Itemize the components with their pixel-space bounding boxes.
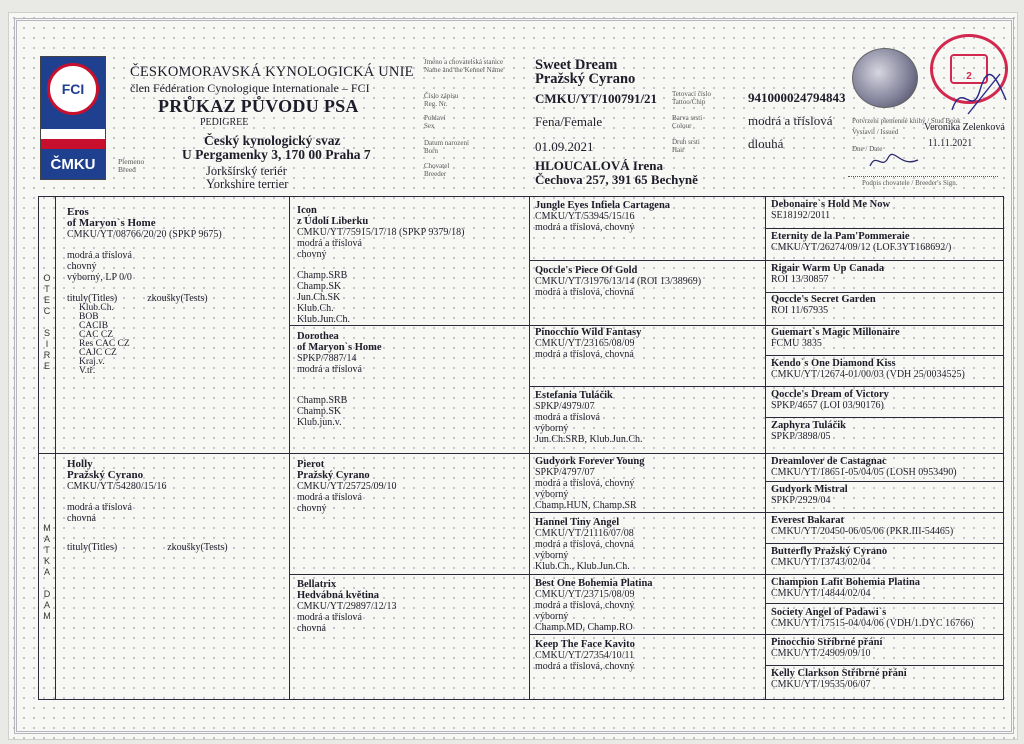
gen2-cell-2: Dorothea of Maryon`s Home SPKP/7887/14 modrá a tříslová Champ.SRB Champ.SK Klub.jun.v. bbox=[297, 331, 525, 449]
gen4-split-1 bbox=[765, 228, 1003, 229]
gen4-cell-9: Dreamlover de Castagnac CMKU/YT/18651-05/04/05 (LOSH 0953490) bbox=[771, 456, 957, 478]
chip-label: Tetovací číslo Tattoo/Chip bbox=[672, 90, 711, 106]
name-label: Jméno a chovatelská stanice Name and the Kennel Name bbox=[424, 58, 504, 74]
gen2-3-reg: CMKU/YT/25725/09/10 bbox=[297, 481, 397, 492]
sire-side-label: O T E C S I R E bbox=[43, 273, 51, 371]
sex-value: Fena/Female bbox=[535, 114, 603, 129]
gen3-cell-3: Pinocchio Wild Fantasy CMKU/YT/23165/08/09 modrá a tříslová, chovná bbox=[535, 327, 642, 360]
gen4-cell-2: Eternity de la Pam'Pommeraie CMKU/YT/26274/09/12 (LOF.3YT168692/) bbox=[771, 231, 952, 253]
dam-name-1: Holly bbox=[67, 459, 93, 470]
fci-emblem bbox=[47, 63, 99, 115]
gen3-cell-4: Estefania Tuláčik SPKP/4979/07 modrá a tříslová výborný Jun.Ch.SRB, Klub.Jun.Ch. bbox=[535, 390, 643, 445]
gen4-cell-4: Qoccle's Secret Garden ROI 11/67935 bbox=[771, 294, 876, 316]
sire-dam-divider bbox=[39, 453, 1003, 454]
cmku-logo-text: ČMKU bbox=[41, 149, 105, 179]
dog-name bbox=[535, 58, 635, 86]
gen3-split-3 bbox=[529, 512, 1003, 513]
gen2-1-name-2: z Údolí Liberku bbox=[297, 216, 369, 227]
hair-label: Druh srsti Hair bbox=[672, 138, 700, 154]
fci-cmku-logo bbox=[40, 56, 106, 180]
gen2-2-reg: SPKP/7887/14 bbox=[297, 353, 357, 364]
sex-label: Pohlaví Sex bbox=[424, 114, 446, 130]
gen4-cell-15: Pinocchio Stříbrné přání CMKU/YT/24909/09/10 bbox=[771, 637, 883, 659]
colour-value: modrá a tříslová bbox=[748, 113, 833, 128]
gen4-cell-10: Gudyork Mistral SPKP/2929/04 bbox=[771, 484, 848, 506]
gen2-divider bbox=[289, 197, 290, 699]
dam-exams-label: zkoušky(Tests) bbox=[167, 542, 228, 553]
dob-label: Datum narození Born bbox=[424, 139, 469, 155]
breeder-signature-icon bbox=[868, 150, 920, 172]
gen3-cell-5: Gudyork Forever Young SPKP/4797/07 modrá a tříslová, chovný výborný Champ.HUN, Champ.SR bbox=[535, 456, 645, 510]
breeder-name: HLOUCALOVÁ Irena bbox=[535, 158, 663, 173]
flag-stripe-red bbox=[41, 139, 105, 149]
org-name: ČESKOMORAVSKÁ KYNOLOGICKÁ UNIE bbox=[130, 64, 414, 80]
breed-label: Plemeno Breed bbox=[118, 157, 145, 174]
gen4-cell-13: Champion Lafit Bohemia Platina CMKU/YT/14844/02/04 bbox=[771, 577, 921, 599]
dog-name-line1: Sweet Dream bbox=[535, 57, 618, 73]
pedigree-table bbox=[38, 196, 1004, 700]
side-divider bbox=[55, 197, 56, 699]
gen2-4-reg: CMKU/YT/29897/12/13 bbox=[297, 601, 397, 612]
dam-colour: modrá a tříslová bbox=[67, 502, 132, 513]
gen4-cell-16: Kelly Clarkson Stříbrné přání CMKU/YT/19535/06/07 bbox=[771, 668, 907, 690]
gen4-cell-1: Debonaire`s Hold Me Now SE18192/2011 bbox=[771, 199, 891, 221]
gen4-divider bbox=[765, 197, 766, 699]
gen2-split-2 bbox=[289, 574, 1003, 575]
gen2-3-name-1: Pierot bbox=[297, 459, 325, 470]
dam-cell bbox=[67, 459, 285, 695]
gen3-cell-6: Hannel Tiny Angel CMKU/YT/21116/07/08 modrá a tříslová, chovná výborný Klub.Ch., Klub.Jun.Ch. bbox=[535, 517, 634, 572]
dam-coat: chovná bbox=[67, 513, 96, 524]
gen4-cell-7: Qoccle's Dream of Victory SPKP/4657 (LOI 03/90176) bbox=[771, 389, 889, 411]
breed-en: Yorkshire terrier bbox=[206, 177, 289, 191]
chip-number: 941000024794843 bbox=[748, 90, 846, 105]
gen4-cell-14: Society Angel of Padawi`s CMKU/YT/17515-04/04/06 (VDH/1.DYC 16766) bbox=[771, 607, 974, 629]
dam-side-label: M A T K A D A M bbox=[43, 523, 51, 621]
gen4-cell-8: Zaphyra Tuláčik SPKP/3898/05 bbox=[771, 420, 846, 442]
gen3-cell-2: Qoccle's Piece Of Gold CMKU/YT/31976/13/14 (ROI 13/38969) modrá a tříslová, chovná bbox=[535, 265, 702, 298]
gen4-cell-12: Butterfly Pražský Cyrano CMKU/YT/13743/02/04 bbox=[771, 546, 888, 568]
studbook-label: Potvrzení plemenné knihy / Stud Book bbox=[852, 117, 961, 125]
dam-name-2: Pražský Cyrano bbox=[67, 469, 144, 481]
gen4-split-2 bbox=[765, 292, 1003, 293]
gen3-split-2 bbox=[529, 386, 1003, 387]
gen2-2-name-2: of Maryon`s Home bbox=[297, 342, 382, 353]
gen2-1-name-1: Icon bbox=[297, 205, 317, 216]
sire-rating: výborný, LP 0/0 bbox=[67, 272, 132, 283]
issued-date: 11.11.2021 bbox=[928, 138, 973, 149]
colour-label: Barva srsti Colour bbox=[672, 114, 703, 130]
document-title: PRŮKAZ PŮVODU PSA bbox=[158, 96, 359, 116]
sire-reg: CMKU/YT/08766/20/20 (SPKP 9675) bbox=[67, 229, 222, 240]
gen4-split-4 bbox=[765, 417, 1003, 418]
gen3-split-1 bbox=[529, 260, 1003, 261]
reg-number: CMKU/YT/100791/21 bbox=[535, 91, 658, 106]
breeder-address: Čechova 257, 391 65 Bechyně bbox=[535, 172, 698, 187]
dog-name-line2: Pražský Cyrano bbox=[535, 71, 636, 87]
gen3-cell-1: Jungle Eyes Infiela Cartagena CMKU/YT/53945/15/16 modrá a tříslová, chovný bbox=[535, 200, 671, 233]
gen4-cell-6: Kendo`s One Diamond Kiss CMKU/YT/12674-01/00/03 (VDH 25/0034525) bbox=[771, 358, 965, 380]
gen2-cell-1: Icon z Údolí Liberku CMKU/YT/75915/17/18 (SPKP 9379/18) modrá a tříslová chovný Champ.SRB Champ.SK Jun.Ch.SK Klub.Ch. Klub.Jun.Ch. bbox=[297, 205, 525, 323]
gen2-cell-3: Pierot Pražský Cyrano CMKU/YT/25725/09/10 modrá a tříslová chovný bbox=[297, 459, 525, 571]
breeder-sign-label: Podpis chovatele / Breeder's Sign. bbox=[862, 179, 958, 187]
studbook-signature-icon bbox=[948, 70, 1010, 122]
dam-titles-label: tituly(Titles) bbox=[67, 542, 118, 553]
stamp-number: 2 bbox=[950, 54, 988, 84]
sire-titles-list: Klub.Ch. BOB CACIB CAC CZ Res CAC CZ CAJC CZ Kraj.v. V.tř. bbox=[79, 303, 130, 376]
fci-logo-text: FCI bbox=[61, 81, 85, 97]
dam-reg: CMKU/YT/54280/15/16 bbox=[67, 481, 167, 492]
gen4-cell-5: Guemart`s Magic Millonaire FCMU 3835 bbox=[771, 327, 900, 349]
issued-label: Vystavil / Issued bbox=[852, 128, 899, 136]
gen4-cell-3: Rigair Warm Up Canada ROI 13/30857 bbox=[771, 263, 885, 285]
fci-membership: člen Fédération Cynologique Internationale – FCI bbox=[130, 81, 370, 95]
sire-titles-label: tituly(Titles) bbox=[67, 293, 118, 304]
hologram-icon bbox=[852, 48, 918, 108]
gen3-divider bbox=[529, 197, 530, 699]
breeder-label: Chovatel Breeder bbox=[424, 162, 450, 178]
gen4-split-8 bbox=[765, 665, 1003, 666]
signature-line bbox=[848, 176, 998, 177]
club-name: Český kynologický svaz bbox=[204, 133, 341, 148]
gen4-split-3 bbox=[765, 355, 1003, 356]
gen4-cell-11: Everest Bakarat CMKU/YT/20450-06/05/06 (PKR.III-54465) bbox=[771, 515, 954, 537]
gen2-3-name-2: Pražský Cyrano bbox=[297, 470, 370, 481]
gen2-cell-4: Bellatrix Hedvábná květina CMKU/YT/29897/12/13 modrá a tříslová chovná bbox=[297, 579, 525, 695]
sire-colour: modrá a tříslová bbox=[67, 250, 132, 261]
flag-stripe-white bbox=[41, 129, 105, 139]
gen3-cell-8: Keep The Face Kavito CMKU/YT/27354/10/11 modrá a tříslová, chovný bbox=[535, 639, 635, 672]
sire-cell bbox=[67, 207, 285, 451]
breed-cz: Jorkšírský teriér bbox=[206, 164, 287, 178]
dob-value: 01.09.2021 bbox=[535, 139, 594, 154]
gen3-cell-7: Best One Bohemia Platina CMKU/YT/23715/08/09 modrá a tříslová, chovný výborný Champ.MD, Champ.RO bbox=[535, 578, 653, 632]
hair-value: dlouhá bbox=[748, 136, 784, 151]
issued-by: Veronika Zelenková bbox=[924, 122, 1005, 133]
gen2-2-name-1: Dorothea bbox=[297, 331, 339, 342]
gen4-split-6 bbox=[765, 543, 1003, 544]
club-address: U Pergamenky 3, 170 00 Praha 7 bbox=[182, 147, 371, 162]
sire-name-2: of Maryon`s Home bbox=[67, 217, 156, 229]
sire-name-1: Eros bbox=[67, 207, 89, 218]
sire-exams-label: zkoušky(Tests) bbox=[147, 293, 208, 304]
reg-label: Číslo zápisu Reg. Nr. bbox=[424, 92, 459, 108]
date-label: Dne / Date bbox=[852, 145, 883, 153]
gen2-4-name-1: Bellatrix bbox=[297, 579, 337, 590]
gen2-4-name-2: Hedvábná květina bbox=[297, 590, 379, 601]
document-subtitle: PEDIGREE bbox=[200, 117, 249, 128]
gen2-1-reg: CMKU/YT/75915/17/18 (SPKP 9379/18) bbox=[297, 227, 465, 238]
sire-coat: chovný bbox=[67, 261, 97, 272]
